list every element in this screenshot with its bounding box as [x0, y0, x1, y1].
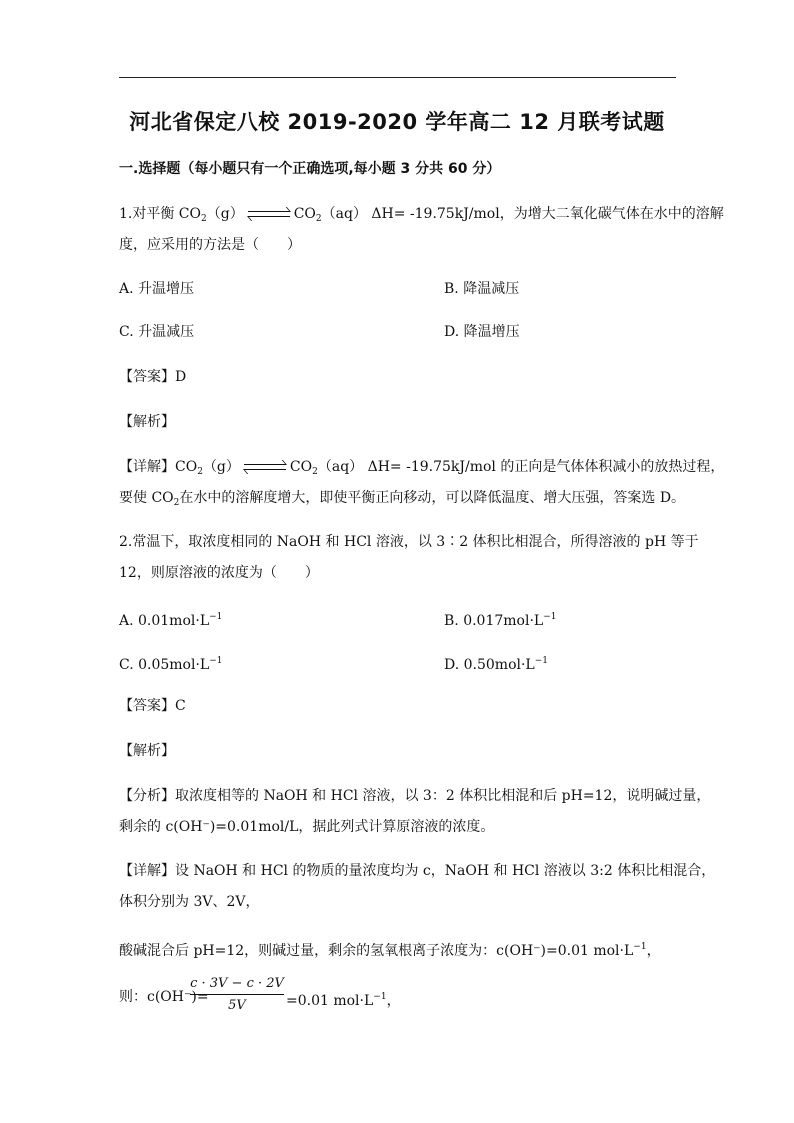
q2-option-b-text: B. 0.017mol·L — [444, 613, 544, 629]
q1-detail-sub1: 2 — [197, 467, 203, 477]
q2-option-a — [119, 608, 222, 630]
q2-option-c-exp: −1 — [209, 656, 223, 666]
q1-detail2-sub: 2 — [173, 498, 180, 508]
q1-sub-a: 2 — [201, 214, 207, 224]
q1-option-c: C. 升温减压 — [119, 324, 195, 340]
q1-detail-line2 — [119, 489, 685, 512]
q1-detail-co2: CO — [289, 459, 313, 475]
q2-option-d-exp: −1 — [534, 656, 549, 666]
q1-sub-b: 2 — [315, 214, 322, 224]
q1-detail-g: （g） — [202, 459, 240, 475]
equilibrium-arrow-icon — [248, 208, 290, 220]
q2-option-d-text: D. 0.50mol·L — [444, 657, 535, 673]
q1-option-d: D. 降温增压 — [444, 324, 520, 340]
q2-option-c-text: C. 0.05mol·L — [119, 657, 210, 673]
q2-detail3-exp: −1 — [633, 942, 647, 952]
equilibrium-arrow-icon — [244, 461, 286, 473]
q2-formula-end: ， — [386, 993, 401, 1009]
q2-option-a-exp: −1 — [209, 612, 223, 622]
q1-stem-line1 — [119, 205, 724, 228]
q2-option-d — [444, 652, 548, 674]
q1-answer: 【答案】D — [119, 369, 187, 385]
fraction-denominator: 5V — [228, 998, 246, 1013]
q1-text-g: （g） — [206, 206, 244, 222]
q1-detail-rest: （aq） ΔH= -19.75kJ/mol 的正向是气体体积减小的放热过程， — [317, 459, 725, 475]
q2-formula-exp: −1 — [373, 992, 387, 1002]
header-rule — [119, 77, 676, 78]
q2-option-b-exp: −1 — [543, 612, 557, 622]
q2-detail3-text: 酸碱混合后 pH=12，则碱过量，剩余的氢氧根离子浓度为：c(OH⁻)=0.01 mol·L — [119, 943, 634, 959]
q1-text-a: 1.对平衡 CO — [119, 206, 201, 222]
q1-detail-line1 — [119, 458, 724, 481]
q2-detail-line1: 【详解】设 NaOH 和 HCl 的物质的量浓度均为 c，NaOH 和 HCl 溶液以 3:2 体积比相混合， — [119, 863, 716, 879]
q1-detail-sub2: 2 — [312, 467, 318, 477]
q2-stem-line1: 2.常温下，取浓度相同的 NaOH 和 HCl 溶液，以 3∶2 体积比相混合，所得溶液的 pH 等于 — [119, 534, 699, 550]
q2-fraction — [190, 976, 284, 1013]
section-heading: 一.选择题（每小题只有一个正确选项,每小题 3 分共 60 分） — [119, 161, 501, 177]
q2-answer: 【答案】C — [119, 698, 186, 714]
q2-stem-line2: 12，则原溶液的浓度为（ ） — [119, 565, 319, 581]
q1-detail-a: 【详解】CO — [119, 459, 198, 475]
q2-detail-line3 — [119, 938, 661, 960]
q2-formula-prefix: 则：c(OH⁻)= — [119, 989, 209, 1005]
q2-formula-suffix — [286, 988, 401, 1010]
q2-detail3-end: ， — [646, 943, 661, 959]
q1-option-b: B. 降温减压 — [444, 281, 520, 297]
q2-option-a-text: A. 0.01mol·L — [119, 613, 210, 629]
page-title: 河北省保定八校 2019-2020 学年高二 12 月联考试题 — [129, 110, 665, 134]
q2-fenxi-line2: 剩余的 c(OH⁻)=0.01mol/L，据此列式计算原溶液的浓度。 — [119, 819, 495, 835]
q2-option-c — [119, 652, 223, 674]
q2-detail-line2: 体积分别为 3V、2V， — [119, 894, 260, 910]
q2-formula-suffix-text: =0.01 mol·L — [286, 993, 374, 1009]
q1-stem-line2: 度，应采用的方法是（ ） — [119, 237, 301, 253]
q2-analysis-label: 【解析】 — [119, 743, 175, 759]
q1-analysis-label: 【解析】 — [119, 414, 175, 430]
q2-option-b — [444, 608, 556, 630]
q1-text-rest: （aq） ΔH= -19.75kJ/mol，为增大二氧化碳气体在水中的溶解 — [321, 206, 724, 222]
q1-detail2-a: 要使 CO — [119, 490, 174, 506]
fraction-numerator: c · 3V − c · 2V — [190, 976, 284, 991]
q1-text-co2: CO — [293, 206, 316, 222]
q1-detail2-b: 在水中的溶解度增大，即使平衡正向移动，可以降低温度、增大压强，答案选 D。 — [179, 490, 686, 506]
q2-fenxi-line1: 【分析】取浓度相等的 NaOH 和 HCl 溶液，以 3：2 体积比相混和后 pH=12，说明碱过量， — [119, 788, 711, 804]
q1-option-a: A. 升温增压 — [119, 281, 195, 297]
